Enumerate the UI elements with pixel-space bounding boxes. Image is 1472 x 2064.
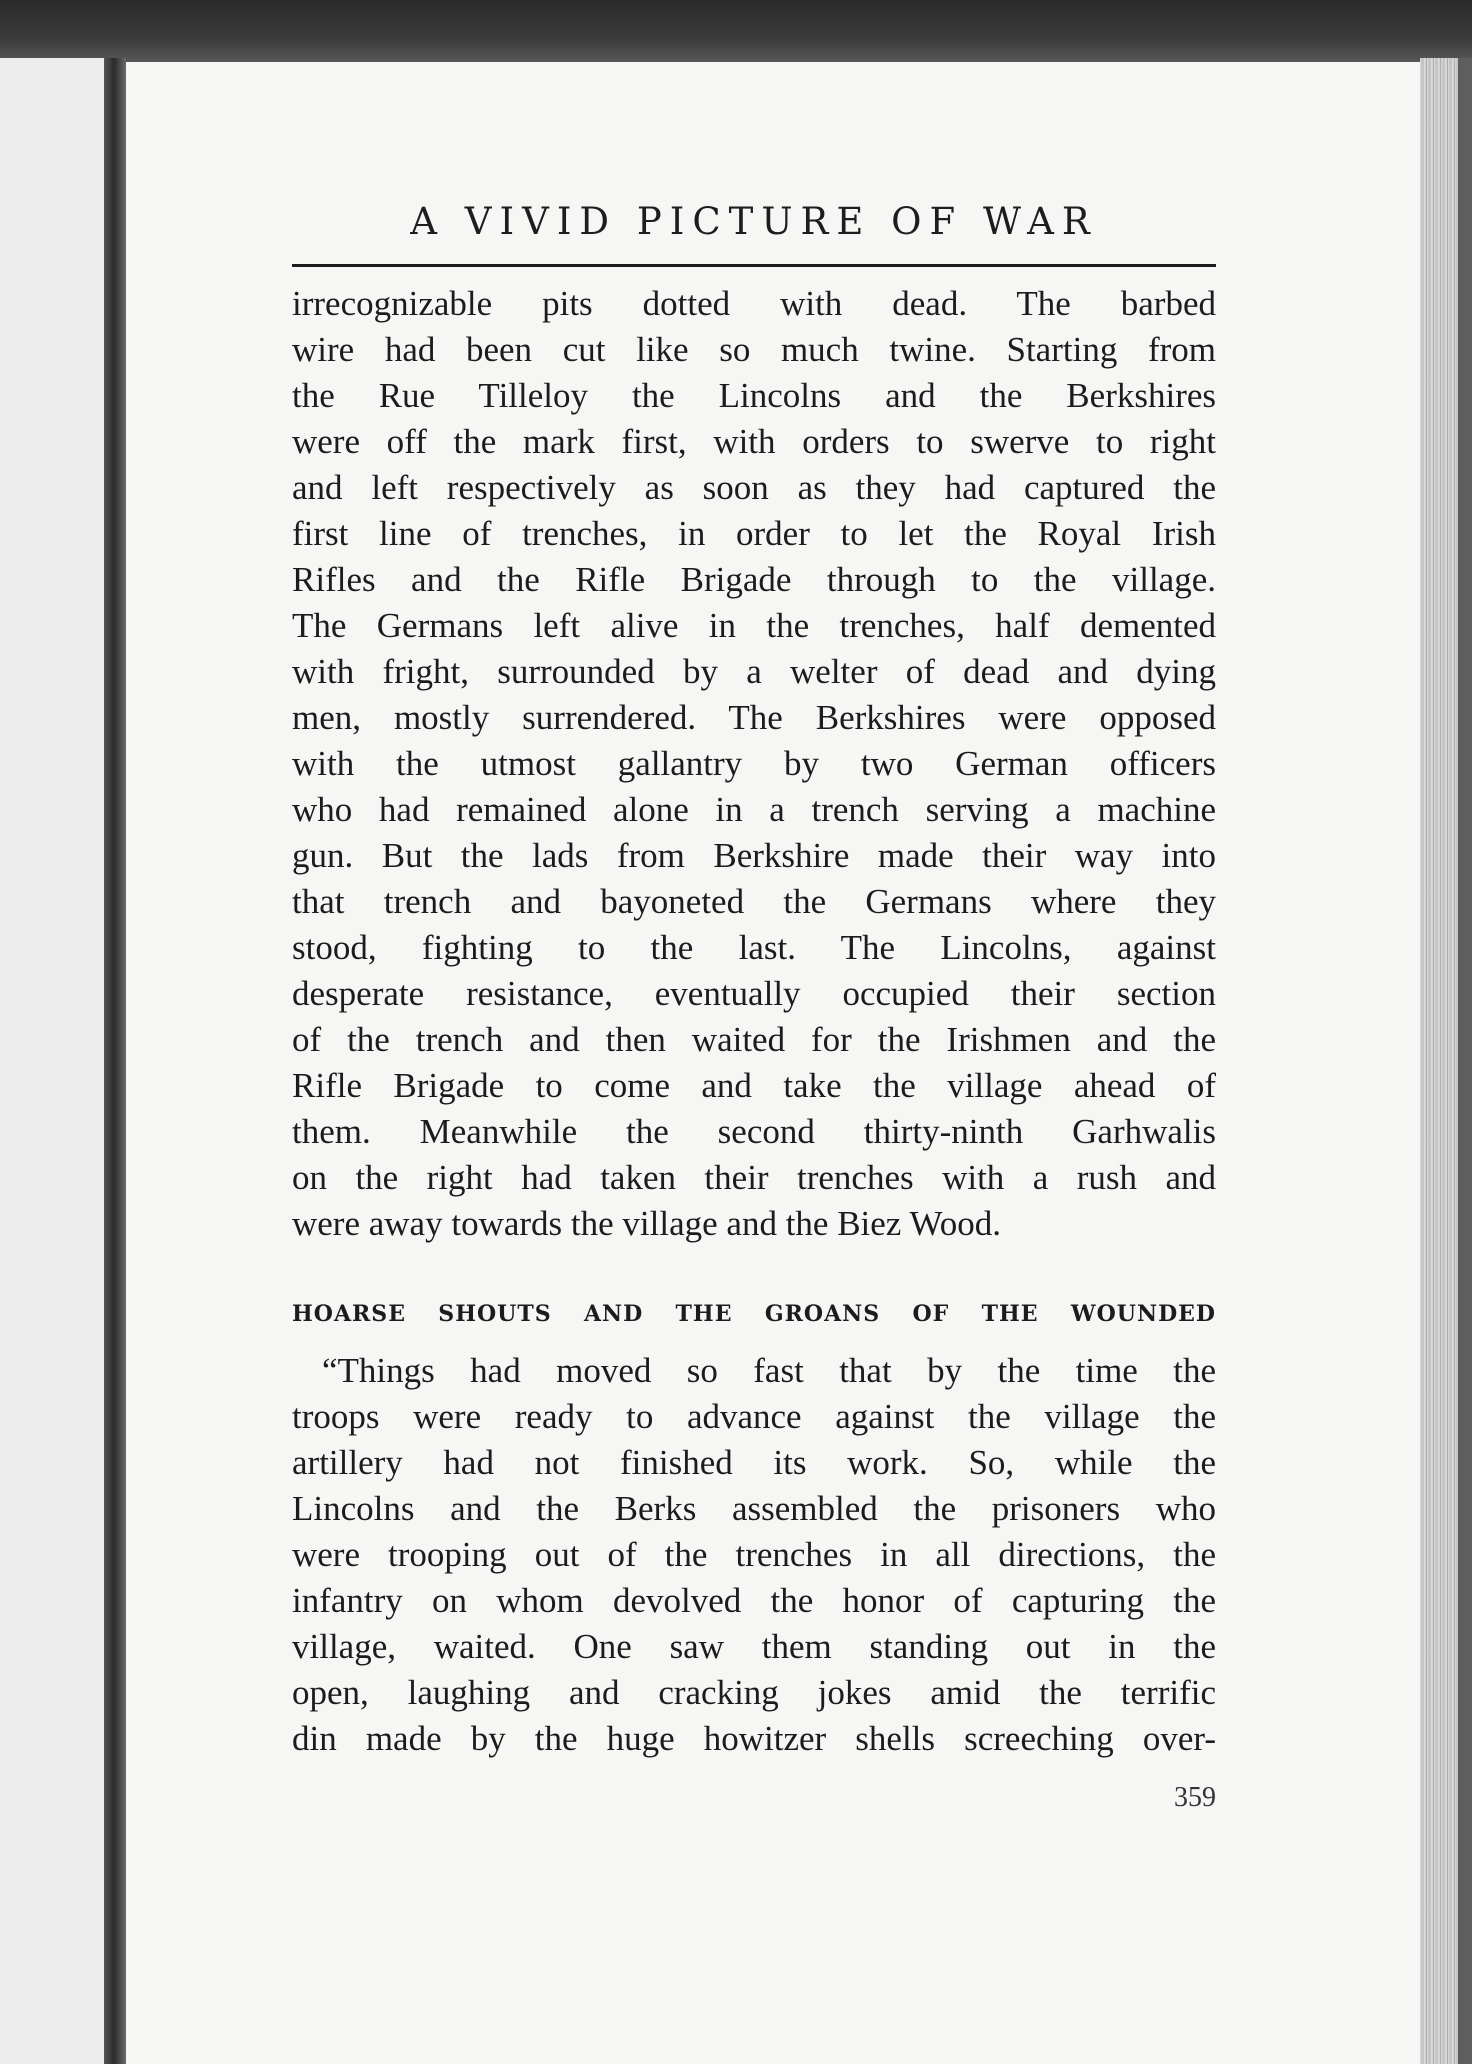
text-line: Lincolns and the Berks assembled the prisoners who	[292, 1489, 1216, 1528]
facing-page-edge	[0, 58, 108, 2064]
text-line: with the utmost gallantry by two German officers	[292, 744, 1216, 783]
text-line: infantry on whom devolved the honor of capturing the	[292, 1581, 1216, 1620]
section-subheading: HOARSE SHOUTS AND THE GROANS OF THE WOUNDED	[292, 1301, 1216, 1327]
book-cover-edge	[1458, 58, 1472, 2064]
text-line: Rifle Brigade to come and take the village ahead of	[292, 1066, 1216, 1105]
text-line: who had remained alone in a trench serving a machine	[292, 790, 1216, 829]
text-line: “Things had moved so fast that by the time the	[322, 1351, 1216, 1390]
text-line: village, waited. One saw them standing out in the	[292, 1627, 1216, 1666]
text-line: irrecognizable pits dotted with dead. The barbed	[292, 284, 1216, 323]
paragraph-1	[292, 281, 1216, 1247]
text-line: of the trench and then waited for the Irishmen and the	[292, 1020, 1216, 1059]
text-line: and left respectively as soon as they had captured the	[292, 468, 1216, 507]
text-line: artillery had not finished its work. So, while the	[292, 1443, 1216, 1482]
page-number: 359	[1174, 1782, 1216, 1813]
text-line: were trooping out of the trenches in all directions, the	[292, 1535, 1216, 1574]
running-head: A VIVID PICTURE OF WAR	[410, 200, 1098, 243]
header-rule	[292, 264, 1216, 267]
text-line: were away towards the village and the Biez Wood.	[292, 1204, 1001, 1243]
text-line: gun. But the lads from Berkshire made their way into	[292, 836, 1216, 875]
scan-top-edge	[0, 0, 1472, 64]
text-line: on the right had taken their trenches with a rush and	[292, 1158, 1216, 1197]
text-line: with fright, surrounded by a welter of dead and dying	[292, 652, 1216, 691]
book-gutter	[104, 58, 126, 2064]
text-line: troops were ready to advance against the village the	[292, 1397, 1216, 1436]
text-line: Rifles and the Rifle Brigade through to the village.	[292, 560, 1216, 599]
text-line: The Germans left alive in the trenches, half demented	[292, 606, 1216, 645]
paragraph-2	[292, 1348, 1216, 1762]
text-line: wire had been cut like so much twine. Starting from	[292, 330, 1216, 369]
text-line: the Rue Tilleloy the Lincolns and the Berkshires	[292, 376, 1216, 415]
text-line: desperate resistance, eventually occupied their section	[292, 974, 1216, 1013]
text-line: were off the mark first, with orders to swerve to right	[292, 422, 1216, 461]
text-line: din made by the huge howitzer shells screeching over-	[292, 1719, 1216, 1758]
text-line: that trench and bayoneted the Germans where they	[292, 882, 1216, 921]
text-line: first line of trenches, in order to let the Royal Irish	[292, 514, 1216, 553]
text-line: open, laughing and cracking jokes amid the terrific	[292, 1673, 1216, 1712]
text-line: them. Meanwhile the second thirty-ninth Garhwalis	[292, 1112, 1216, 1151]
text-line: stood, fighting to the last. The Lincolns, against	[292, 928, 1216, 967]
text-line: men, mostly surrendered. The Berkshires were opposed	[292, 698, 1216, 737]
